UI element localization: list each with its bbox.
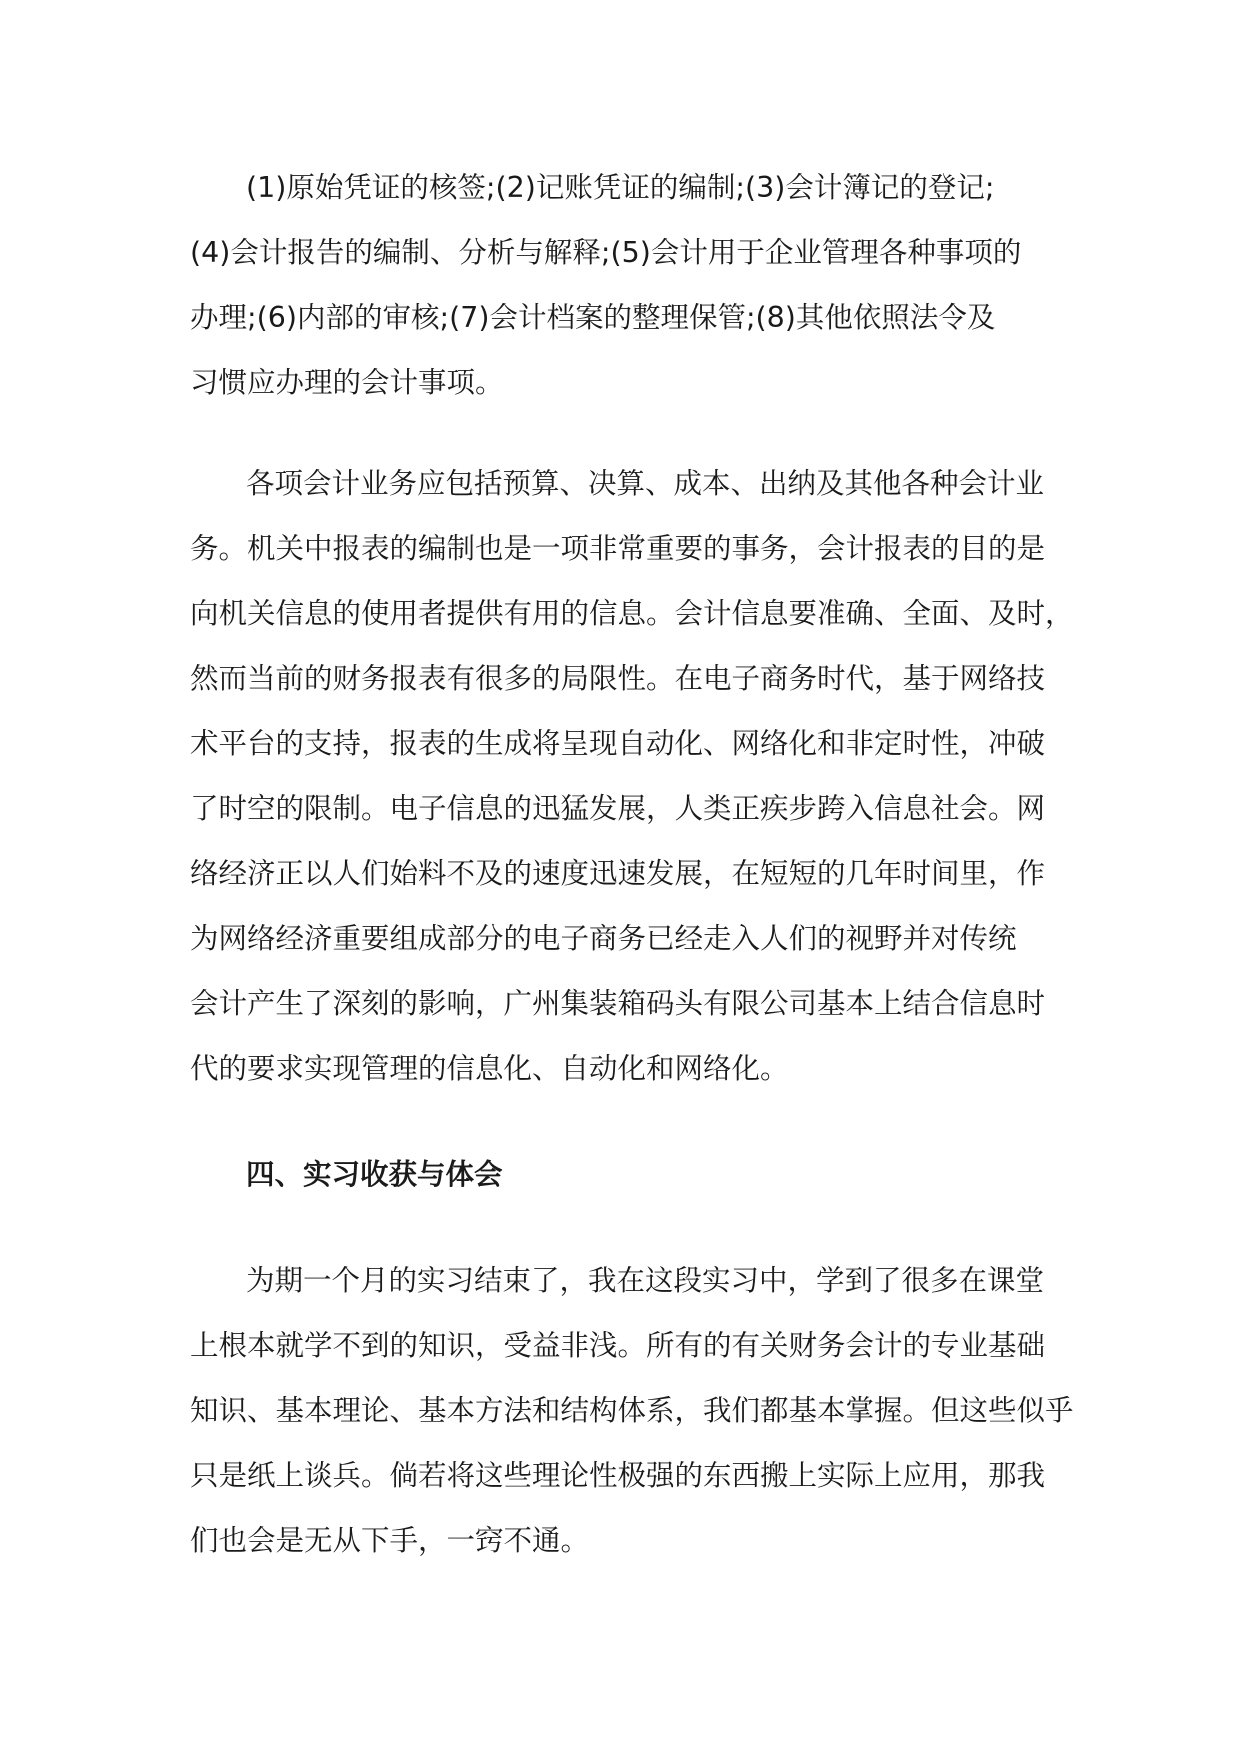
paragraph-line: 办理;(6)内部的审核;(7)会计档案的整理保管;(8)其他依照法令及 <box>190 301 996 334</box>
paragraph-line: (1)原始凭证的核签;(2)记账凭证的编制;(3)会计簿记的登记; <box>246 171 995 204</box>
paragraph-line: 们也会是无从下手，一窍不通。 <box>190 1524 590 1557</box>
paragraph-line: 习惯应办理的会计事项。 <box>190 366 504 399</box>
paragraph-line: 术平台的支持，报表的生成将呈现自动化、网络化和非定时性，冲破 <box>190 727 1046 760</box>
paragraph-line: 各项会计业务应包括预算、决算、成本、出纳及其他各种会计业 <box>246 467 1045 500</box>
paragraph-line: 只是纸上谈兵。倘若将这些理论性极强的东西搬上实际上应用，那我 <box>190 1459 1046 1492</box>
paragraph-line: 上根本就学不到的知识，受益非浅。所有的有关财务会计的专业基础 <box>190 1329 1046 1362</box>
paragraph-line: 知识、基本理论、基本方法和结构体系，我们都基本掌握。但这些似乎 <box>190 1394 1074 1427</box>
paragraph-line: 络经济正以人们始料不及的速度迅速发展，在短短的几年时间里，作 <box>190 857 1046 890</box>
paragraph-line: 了时空的限制。电子信息的迅猛发展，人类正疾步跨入信息社会。网 <box>190 792 1046 825</box>
paragraph-line: (4)会计报告的编制、分析与解释;(5)会计用于企业管理各种事项的 <box>190 236 1022 269</box>
paragraph-line: 为网络经济重要组成部分的电子商务已经走入人们的视野并对传统 <box>190 922 1017 955</box>
paragraph-line: 然而当前的财务报表有很多的局限性。在电子商务时代，基于网络技 <box>190 662 1046 695</box>
section-heading: 四、实习收获与体会 <box>246 1158 503 1191</box>
paragraph-line: 向机关信息的使用者提供有用的信息。会计信息要准确、全面、及时， <box>190 597 1074 630</box>
paragraph-line: 务。机关中报表的编制也是一项非常重要的事务，会计报表的目的是 <box>190 532 1046 565</box>
paragraph-line: 会计产生了深刻的影响，广州集装箱码头有限公司基本上结合信息时 <box>190 987 1046 1020</box>
paragraph-line: 为期一个月的实习结束了，我在这段实习中，学到了很多在课堂 <box>246 1264 1045 1297</box>
paragraph-line: 代的要求实现管理的信息化、自动化和网络化。 <box>190 1052 789 1085</box>
